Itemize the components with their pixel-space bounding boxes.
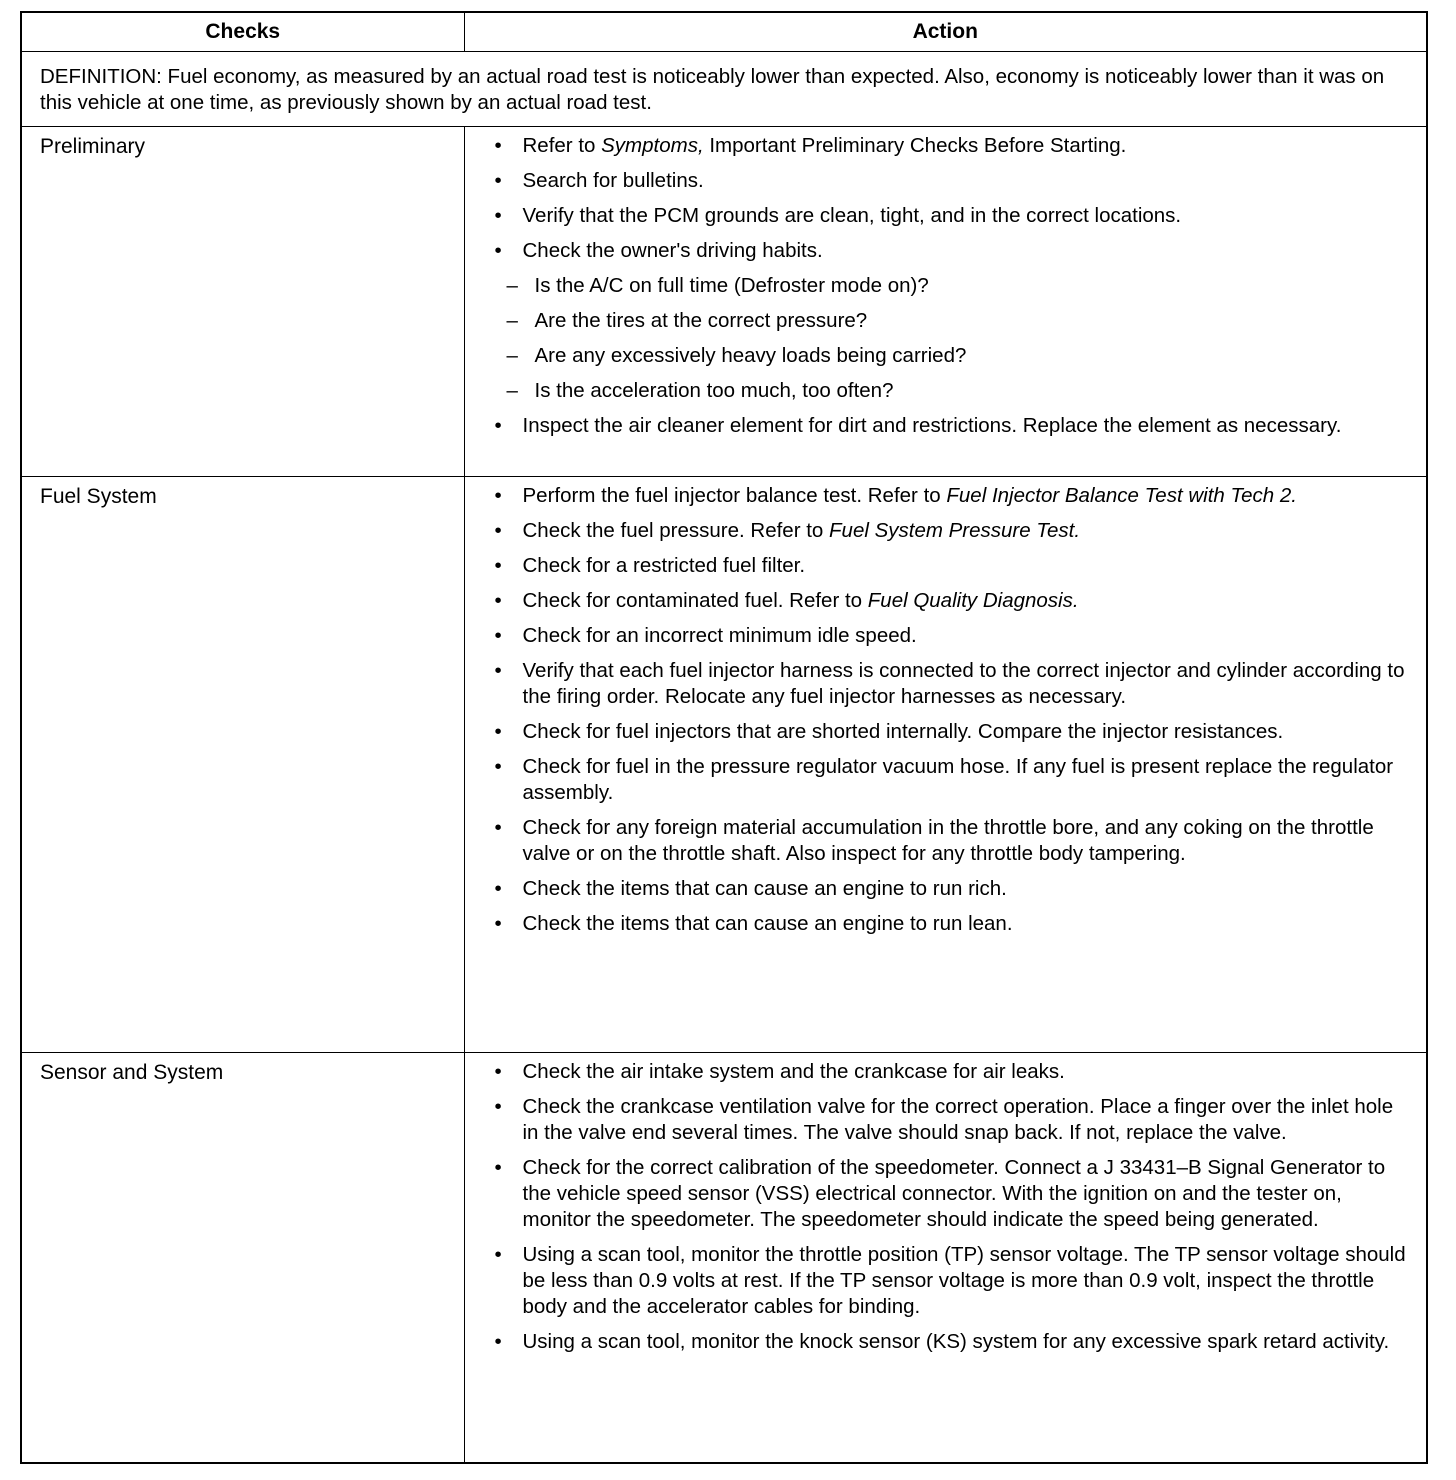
list-item: • Check for any foreign material accumulation in the throttle bore, and any coking on the throttle valve or on the throttle shaft. Also inspect for any throttle body tampering. [494,816,1374,865]
dash-icon: – [506,309,518,332]
dash-icon: – [506,274,518,297]
bullet-icon: • [494,484,502,507]
list-item: • Search for bulletins. [494,169,704,192]
bullet-icon: • [494,816,502,839]
bullet-icon: • [494,877,502,900]
list-item: • Verify that the PCM grounds are clean, tight, and in the correct locations. [494,204,1182,227]
table-row-preliminary [21,127,1427,477]
sub-list-item: – Is the acceleration too much, too often? [506,379,894,402]
bullet-icon: • [494,1060,502,1083]
sub-list-item: – Is the A/C on full time (Defroster mode on)? [506,274,929,297]
list-item: • Check for fuel injectors that are shorted internally. Compare the injector resistances. [494,720,1284,743]
bullet-icon: • [494,1243,502,1266]
bullet-icon: • [494,589,502,612]
list-item: • Check the owner's driving habits. [494,239,823,262]
bullet-icon: • [494,134,502,157]
reference-link-text: Fuel System Pressure Test. [829,519,1081,542]
list-item: • Perform the fuel injector balance test. Refer to Fuel Injector Balance Test with Tech 2. [494,484,1297,507]
list-item: • Check the items that can cause an engine to run lean. [494,912,1013,935]
bullet-icon: • [494,1156,502,1179]
definition-row [21,52,1427,127]
bullet-icon: • [494,755,502,778]
bullet-icon: • [494,720,502,743]
sub-list-item: – Are the tires at the correct pressure? [506,309,868,332]
list-item: • Check for fuel in the pressure regulator vacuum hose. If any fuel is present replace the regulator assembly. [494,755,1394,804]
action-cell-fuel-system [464,477,1427,1053]
header-row [21,12,1427,52]
bullet-icon: • [494,239,502,262]
list-item: • Using a scan tool, monitor the throttle position (TP) sensor voltage. The TP sensor voltage should be less than 0.9 volts at rest. If the TP sensor voltage is more than 0.9 volt, inspect the throttle body and the accelerator cables for binding. [494,1243,1406,1318]
dash-icon: – [506,379,518,402]
list-item: • Using a scan tool, monitor the knock sensor (KS) system for any excessive spark retard activity. [494,1330,1390,1353]
diagnostic-table [20,11,1428,1464]
list-item: • Inspect the air cleaner element for dirt and restrictions. Replace the element as necessary. [494,414,1342,437]
action-cell-sensor-system [464,1053,1427,1464]
definition-text: DEFINITION: Fuel economy, as measured by an actual road test is noticeably lower than expected. Also, economy is noticeably lower than it was on this vehicle at one time, as previously shown by an actual road test. [21,52,1427,127]
list-item: • Check the crankcase ventilation valve for the correct operation. Place a finger over the inlet hole in the valve end several times. The valve should snap back. If not, replace the valve. [494,1095,1394,1144]
table-row-fuel-system [21,477,1427,1053]
bullet-icon: • [494,414,502,437]
reference-link-text: Fuel Quality Diagnosis. [867,589,1079,612]
sub-list-item: – Are any excessively heavy loads being carried? [506,344,967,367]
header-action: Action [464,12,1427,52]
list-item: • Refer to Symptoms, Important Preliminary Checks Before Starting. [494,134,1127,157]
header-checks: Checks [21,12,464,52]
bullet-icon: • [494,204,502,227]
list-item: • Check the air intake system and the crankcase for air leaks. [494,1060,1065,1083]
action-list-fuel-system [495,483,1415,937]
reference-link-text: Symptoms, [601,134,704,157]
table-row-sensor-system [21,1053,1427,1464]
list-item: • Check for the correct calibration of the speedometer. Connect a J 33431–B Signal Generator to the vehicle speed sensor (VSS) electrical connector. With the ignition on and the tester on, monitor the speedometer. The speedometer should indicate the speed being generated. [494,1156,1386,1231]
list-item: • Check for a restricted fuel filter. [494,554,806,577]
list-item: • Check for an incorrect minimum idle speed. [494,624,917,647]
bullet-icon: • [494,554,502,577]
bullet-icon: • [494,519,502,542]
bullet-icon: • [494,1095,502,1118]
bullet-icon: • [494,624,502,647]
check-name-preliminary: Preliminary [21,127,464,477]
bullet-icon: • [494,169,502,192]
bullet-icon: • [494,912,502,935]
list-item: • Check the items that can cause an engine to run rich. [494,877,1007,900]
list-item: • Check for contaminated fuel. Refer to Fuel Quality Diagnosis. [494,589,1079,612]
check-name-fuel-system: Fuel System [21,477,464,1053]
bullet-icon: • [494,659,502,682]
list-item: • Check the fuel pressure. Refer to Fuel System Pressure Test. [494,519,1081,542]
bullet-icon: • [494,1330,502,1353]
dash-icon: – [506,344,518,367]
action-cell-preliminary [464,127,1427,477]
action-list-preliminary [495,133,1415,439]
list-item: • Verify that each fuel injector harness is connected to the correct injector and cylinder according to the firing order. Relocate any fuel injector harnesses as necessary. [494,659,1405,708]
reference-link-text: Fuel Injector Balance Test with Tech 2. [946,484,1297,507]
check-name-sensor-system: Sensor and System [21,1053,464,1464]
action-list-sensor-system [495,1059,1415,1355]
